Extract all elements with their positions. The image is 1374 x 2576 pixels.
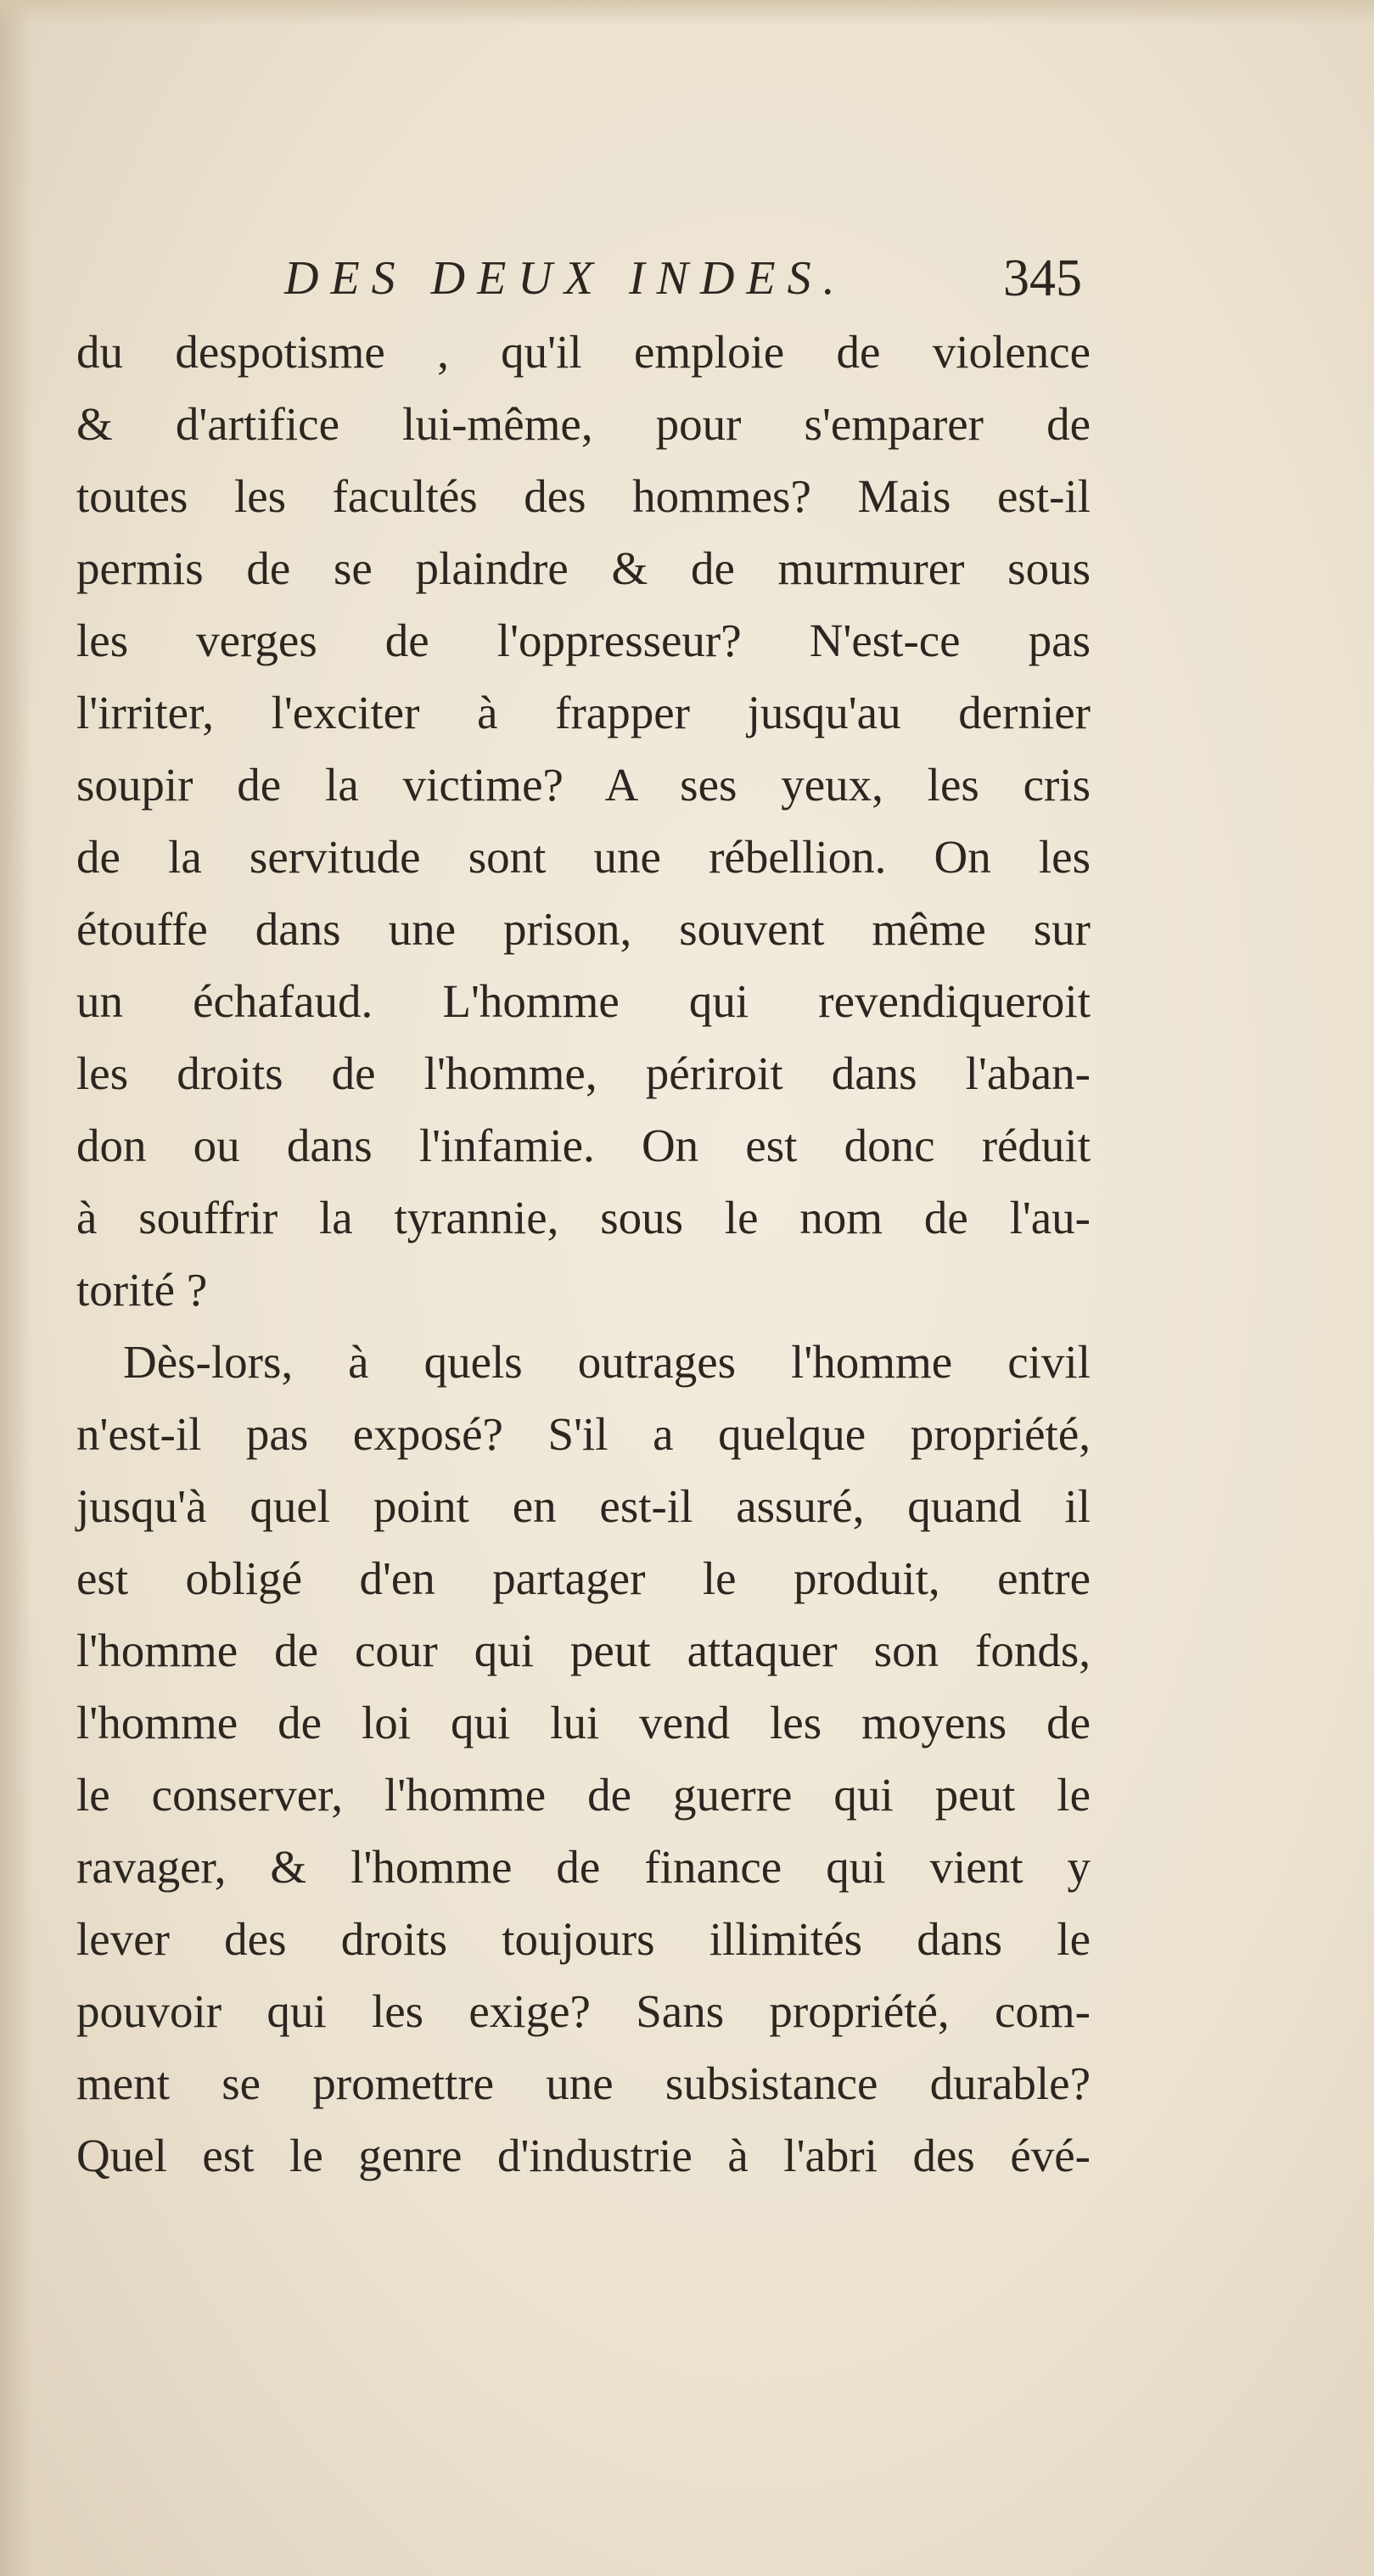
text-line: pouvoir qui les exige? Sans propriété, com- — [76, 1985, 1091, 2037]
text-line: ravager, & l'homme de finance qui vient y — [76, 1841, 1091, 1893]
text-line: l'homme de loi qui lui vend les moyens de — [76, 1697, 1091, 1748]
text-line: toutes les facultés des hommes? Mais est-il — [76, 470, 1091, 522]
text-line: jusqu'à quel point en est-il assuré, quand il — [76, 1480, 1091, 1532]
text-line: lever des droits toujours illimités dans le — [76, 1913, 1091, 1965]
text-line: est obligé d'en partager le produit, entre — [76, 1552, 1091, 1604]
text-line: don ou dans l'infamie. On est donc réduit — [76, 1120, 1091, 1171]
running-title: DES DEUX INDES. — [284, 252, 847, 305]
text-line: & d'artifice lui-même, pour s'emparer de — [76, 398, 1091, 450]
text-line: les verges de l'oppresseur? N'est-ce pas — [76, 615, 1091, 666]
text-line: torité ? — [76, 1264, 208, 1316]
text-line: Dès-lors, à quels outrages l'homme civil — [123, 1336, 1091, 1388]
text-line: un échafaud. L'homme qui revendiqueroit — [76, 975, 1091, 1027]
text-line: les droits de l'homme, périroit dans l'aban- — [76, 1047, 1091, 1099]
text-line: à souffrir la tyrannie, sous le nom de l'au- — [76, 1192, 1091, 1243]
text-line: l'irriter, l'exciter à frapper jusqu'au dernier — [76, 687, 1091, 738]
text-line: le conserver, l'homme de guerre qui peut le — [76, 1769, 1091, 1821]
page-shadow-top — [0, 0, 1374, 25]
text-line: de la servitude sont une rébellion. On les — [76, 831, 1091, 883]
text-line: permis de se plaindre & de murmurer sous — [76, 542, 1091, 594]
text-line: Quel est le genre d'industrie à l'abri des évé- — [76, 2130, 1091, 2181]
text-line: soupir de la victime? A ses yeux, les cris — [76, 759, 1091, 811]
body-text — [76, 316, 1091, 2192]
running-head — [284, 244, 1082, 312]
page-shadow-left — [0, 0, 32, 2576]
text-line: du despotisme , qu'il emploie de violence — [76, 326, 1091, 378]
text-line: ment se promettre une subsistance durable? — [76, 2057, 1091, 2109]
page-number: 345 — [1003, 250, 1082, 307]
text-line: l'homme de cour qui peut attaquer son fonds, — [76, 1625, 1091, 1676]
text-line: n'est-il pas exposé? S'il a quelque propriété, — [76, 1408, 1091, 1460]
text-line: étouffe dans une prison, souvent même sur — [76, 903, 1091, 955]
